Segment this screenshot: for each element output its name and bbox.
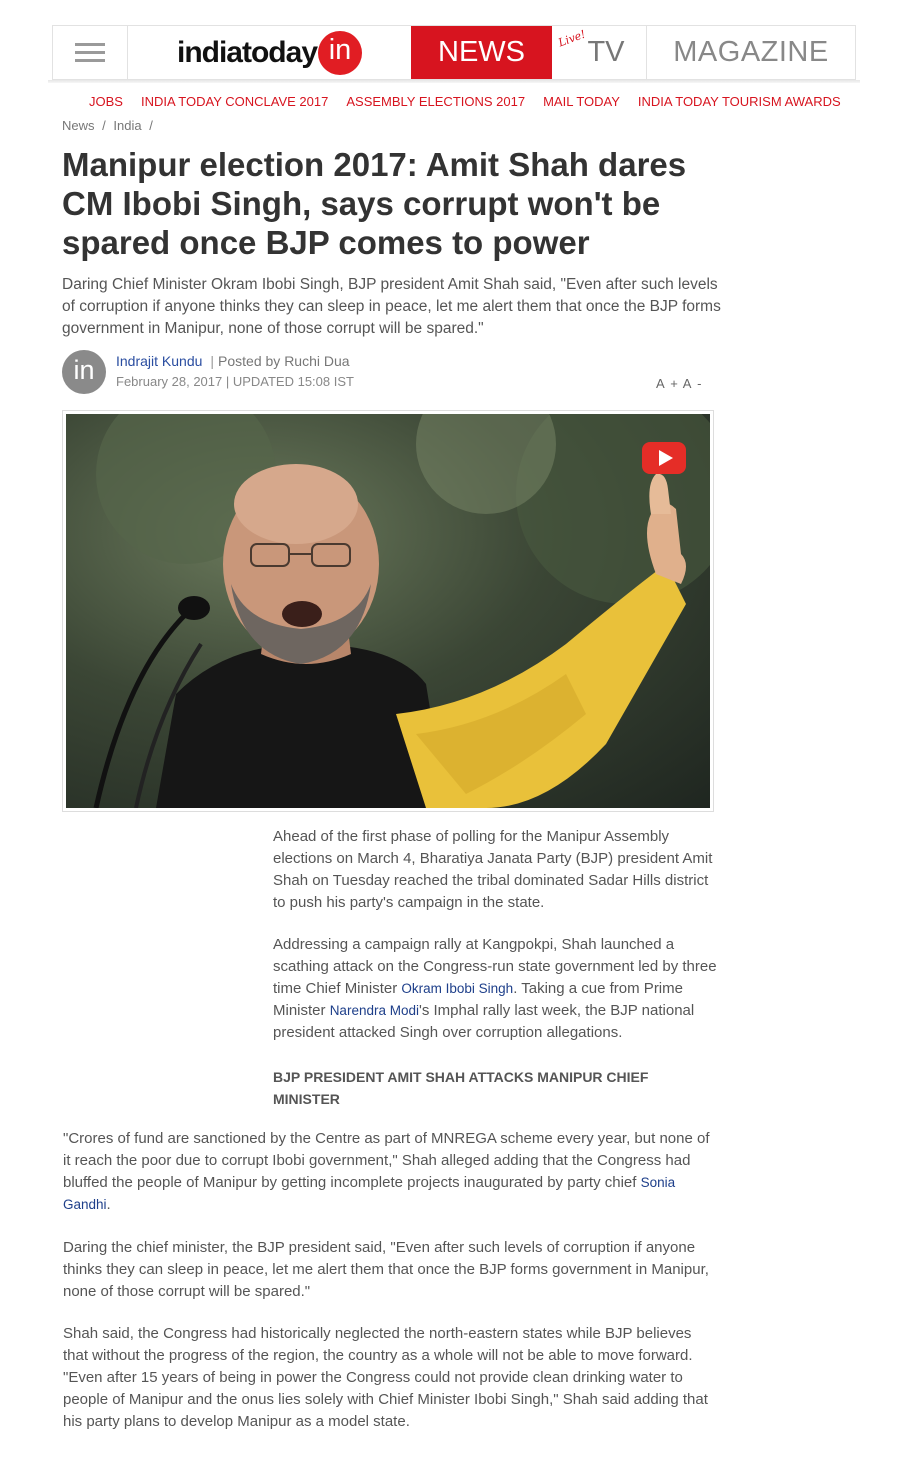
logo-in-badge: in	[318, 31, 362, 75]
live-badge: Live!	[556, 27, 588, 50]
nav-news-tab[interactable]: NEWS	[411, 26, 552, 79]
article-date: February 28, 2017 | UPDATED 15:08 IST	[116, 374, 354, 389]
body-paragraph-3	[63, 1128, 718, 1216]
menu-line	[75, 59, 105, 62]
top-links-bar	[89, 94, 841, 109]
byline	[116, 353, 350, 369]
breadcrumb-india[interactable]: India	[113, 118, 142, 133]
paragraph-text: .	[106, 1196, 111, 1213]
font-size-controls	[656, 376, 702, 391]
article-summary: Daring Chief Minister Okram Ibobi Singh, BJP president Amit Shah said, "Even after such levels of corruption if anyone thinks they can sleep in peace, let me alert them that once the BJP forms government in Manipur, none of those corrupt will be spared."	[62, 276, 721, 337]
body-paragraph-2	[273, 934, 718, 1044]
posted-by: Posted by Ruchi Dua	[218, 353, 350, 369]
breadcrumb-separator: /	[149, 118, 153, 133]
paragraph-text: "Crores of fund are sanctioned by the Centre as part of MNREGA scheme every year, but none of it reach the poor due to corrupt Ibobi government," Shah alleged adding that the Congress had bluffed the people of Manipur by getting incomplete projects inaugurated by party chief	[63, 1130, 710, 1191]
author-avatar: in	[62, 350, 106, 394]
body-paragraph-5: Shah said, the Congress had historically neglected the north-eastern states while BJP believes that without the progress of the region, the country as a whole will not be able to move forward. "Even after 15 years of being in power the Congress could not provide clean drinking water to people of Manipur and the onus lies solely with Chief Minister Ibobi Singh," Shah said adding that his party plans to develop Manipur as a model state.	[63, 1325, 708, 1430]
nav-magazine-tab[interactable]: MAGAZINE	[673, 36, 829, 68]
menu-line	[75, 51, 105, 54]
article-headline: Manipur election 2017: Amit Shah dares CM Ibobi Singh, says corrupt won't be spared once BJP comes to power	[62, 146, 687, 261]
nav-tv-tab[interactable]	[552, 26, 647, 79]
top-navigation-bar	[52, 25, 856, 80]
font-decrease-sign: -	[697, 376, 703, 391]
paragraph-text: 's Imphal rally last week, the BJP national president attacked Singh over corruption allegations.	[273, 1002, 695, 1041]
breadcrumb-news[interactable]: News	[62, 118, 95, 133]
menu-line	[75, 43, 105, 46]
article-subheading: BJP PRESIDENT AMIT SHAH ATTACKS MANIPUR CHIEF MINISTER	[273, 1069, 649, 1107]
body-paragraph-4: Daring the chief minister, the BJP president said, "Even after such levels of corruption if anyone thinks they can sleep in peace, let me alert them that once the BJP forms government in Manipur, none of those corrupt will be spared."	[63, 1239, 709, 1300]
speaker-illustration	[66, 414, 710, 808]
okram-ibobi-singh-link[interactable]: Okram Ibobi Singh	[401, 981, 514, 996]
font-decrease-button[interactable]	[683, 376, 703, 391]
logo-wordmark: indiatoday	[176, 35, 317, 69]
hamburger-menu-icon[interactable]	[53, 26, 128, 79]
font-increase-sign: +	[670, 376, 679, 391]
body-paragraph-1: Ahead of the first phase of polling for the Manipur Assembly elections on March 4, Bharatiya Janata Party (BJP) president Amit Shah on Tuesday reached the tribal dominated Sadar Hills district to push his party's campaign in the state.	[273, 828, 713, 911]
link-jobs[interactable]: JOBS	[89, 94, 123, 109]
link-conclave[interactable]: INDIA TODAY CONCLAVE 2017	[140, 94, 329, 109]
site-logo[interactable]	[128, 26, 411, 79]
link-tourism-awards[interactable]: INDIA TODAY TOURISM AWARDS	[637, 94, 841, 109]
breadcrumb-separator: /	[102, 118, 106, 133]
paragraph-text: . Taking a cue from Prime Minister	[273, 980, 683, 1019]
font-increase-label: A	[656, 376, 666, 391]
sonia-gandhi-link[interactable]: Sonia Gandhi	[63, 1175, 676, 1212]
link-mail-today[interactable]: MAIL TODAY	[543, 94, 620, 109]
lead-video[interactable]	[62, 410, 714, 812]
byline-separator: |	[210, 353, 215, 369]
narendra-modi-link[interactable]: Narendra Modi	[329, 1003, 419, 1018]
lead-photo	[66, 414, 710, 808]
link-assembly-elections[interactable]: ASSEMBLY ELECTIONS 2017	[346, 94, 526, 109]
paragraph-text: Addressing a campaign rally at Kangpokpi, Shah launched a scathing attack on the Congress-run state government led by three time Chief Minister	[273, 936, 717, 997]
nav-tv-label: TV	[587, 36, 625, 68]
font-increase-button[interactable]	[656, 376, 679, 391]
youtube-play-icon[interactable]	[642, 442, 686, 474]
author-link[interactable]: Indrajit Kundu	[116, 353, 203, 369]
font-decrease-label: A	[682, 376, 693, 391]
breadcrumb	[62, 118, 157, 133]
